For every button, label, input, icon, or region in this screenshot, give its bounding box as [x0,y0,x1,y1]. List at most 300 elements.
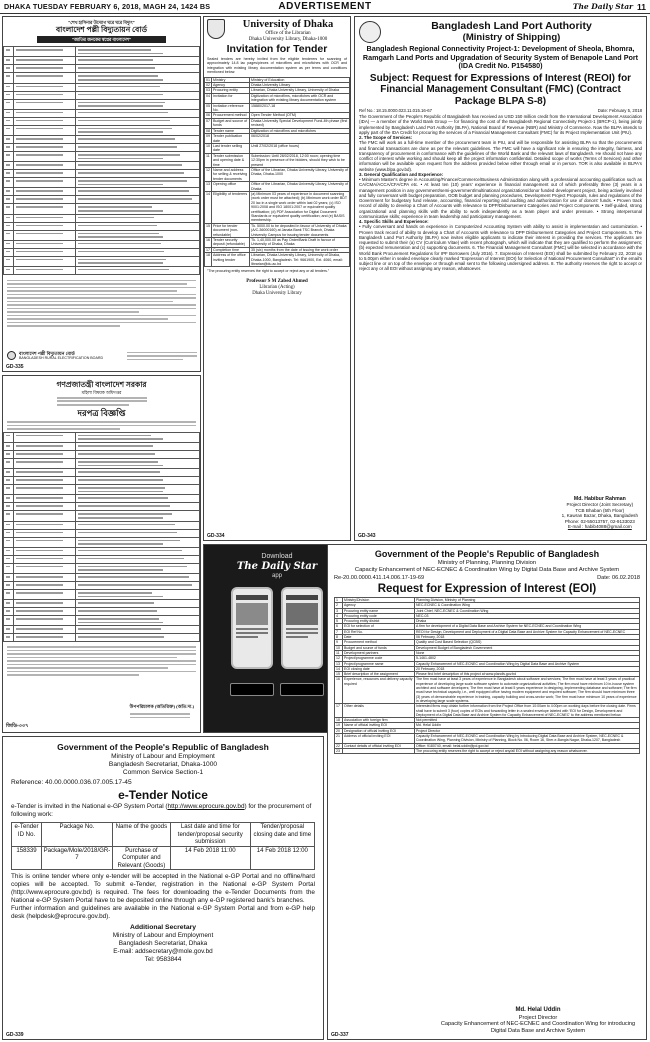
table-cell [4,222,14,230]
table-cell [76,248,200,256]
row-value: 20 February, 2018 [415,666,640,671]
table-cell [14,73,76,83]
row-number: 19 [335,723,343,728]
table-cell [76,521,200,529]
table-cell [4,477,14,485]
row-number: 22 [335,743,343,748]
row-label: EOI closing date [343,666,415,671]
row-number: 15 [205,223,212,237]
blpa-sign-name: Md. Habibur Rahman [573,495,626,502]
table-row [4,99,200,109]
table-cell [14,125,76,135]
table-row [4,178,200,188]
table-cell [4,256,14,266]
ds-sub: app [271,573,282,579]
blpa-sign-phone: Phone: 02-55013757, 02-9133023 [564,518,635,524]
row-label: Project/programme code [343,656,415,661]
table-row [205,253,350,267]
header-dateline: DHAKA TUESDAY FEBRUARY 6, 2018, MAGH 24, 1424 BS [4,2,211,11]
row-number: 10 [335,645,343,650]
blpa-sign-email[interactable]: E-mail : habib4088@gmail.com [567,524,632,530]
table-cell [4,162,14,170]
table-row [4,222,200,230]
row-value: Not permitted [415,718,640,723]
du-address: Dhaka University Library, Dhaka-1000 [248,37,328,42]
table-cell [14,503,76,511]
table-row [4,459,200,469]
table-row [205,118,350,128]
row-label: Eligibility of tenderers [212,191,250,223]
table-row [4,555,200,563]
row-value: 35 (six) months from the date of issuing the work order [250,247,350,252]
row-number: 07 [205,118,212,128]
row-label: Experience, resources and delivery capacity required [343,677,415,704]
du-signature [204,279,350,297]
row-number: 9 [335,640,343,645]
table-row [4,196,200,204]
table-row [4,266,200,274]
blpa-subject: Subject: Request for Expressions of Interest (REOI) for Financial Management Consultant (FMC) (Contract Package BLPA S-8) [369,72,632,107]
blpa-h3: 3. General Qualification and Experience: [359,171,444,177]
row-number: 7 [335,629,343,634]
table-row [205,88,350,93]
lab-body [3,872,323,922]
table-row [4,529,200,537]
row-number: 11 [335,650,343,655]
table-cell [14,47,76,57]
row-value: Tk. 5000.00 to be deposited in favour of University of Dhaka (A/C-36000160) at Janata Bank TSC Branch, Dhaka University Campus for issuing tender documents [250,223,350,237]
table-cell [14,600,76,608]
dhaka-university-crest-icon [207,19,225,39]
table-cell [4,214,14,222]
table-cell: 14 Feb 2018 11:00 [170,846,250,870]
row-value: Please find brief description of this project at www.plandiv.gov.bd [415,672,640,677]
table-cell [4,616,14,626]
ad-land-port-authority [354,16,647,541]
table-cell [14,204,76,214]
blpa-h2: 2. The Scope of Services: [359,135,413,141]
table-cell [14,616,76,626]
table-row [205,93,350,103]
table-cell [4,47,14,57]
row-number: 21 [335,734,343,744]
table-cell [14,634,76,642]
header-brand: The Daily Star [572,2,633,11]
table-cell [76,266,200,274]
table-cell [76,109,200,117]
lab-body-1: This is online tender where only e-tender will be accepted in the National e-GP Portal and no offline/hard copies will be accepted. To submit e-Tender, registration in the National e-GP System Portal (http://www.eprocure.gov.bd) is required. The fees for downloading the e-Tender Documents from the National e-GP System Portal have to be deposited online through any e-GP registered bank's branches. [11,873,315,905]
table-cell [4,109,14,117]
table-cell [76,196,200,204]
row-value: Md. Helal Uddin [415,723,640,728]
row-label: Date [343,635,415,640]
row-number: 23 [335,748,343,753]
table-cell [76,459,200,469]
row-value: The firm must have at least 3 years of experience in Bangladesh about software and services; The firm must have at least 3 years of practical experience of developing large scale software system to automate organizational activities; The firm must have minimum 10 in-house system architect and software developers; The firm must have at least 5 years experience in designing, implementing database and software; The firm must have technical capacity, i.e., well equipped office having modern equipment and required software; The firm should have minimum three (3) years of demonstrable experience in training, capacity building and cross-sector work; The firm must have minimum 10 years of experience in developing large scale systems. [415,677,640,704]
row-value: NEC-03 [415,613,640,618]
row-value: Office of the Librarian, Dhaka University Library, University of Dhaka, Dhaka-1000 [250,167,350,181]
ds-download-label: Download [261,553,293,560]
ad-reb-notice [2,16,201,372]
google-play-badge-icon[interactable] [280,683,324,696]
row-label: Other details [343,704,415,718]
row-number: 11 [205,153,212,167]
table-row [4,485,200,495]
lab-reference: Reference: 40.00.0000.036.07.005.17-45 [11,779,132,787]
lab-intro-b: ) for the procurement of following work: [11,803,312,819]
row-label: Tender submission and opening date & time [212,153,250,167]
row-number: 1 [335,598,343,603]
table-row [4,443,200,451]
row-label: Tender publication date [212,134,250,144]
row-number: 10 [205,143,212,153]
row-number: 5 [335,619,343,624]
table-cell [76,99,200,109]
table-header-cell: Tender/proposal closing date and time [250,823,314,847]
table-cell [4,503,14,511]
table-cell [4,495,14,503]
table-row [205,167,350,181]
du-sign-role: Librarian (Acting) [259,284,295,290]
row-label: Opening office [212,182,250,192]
row-number: 08 [206,128,210,133]
row-number: 14 [335,666,343,671]
table-cell [76,143,200,151]
table-cell [14,511,76,521]
lab-body-2: Further information and guidelines are available in the National e-GP System Portal and from e-GP help desk (helpdesk@eprocure.gov.bd). [11,905,315,921]
reb-footer-org: বাংলাদেশ পল্লী বিদ্যুতায়ন বোর্ড [19,350,75,356]
row-value: NEC-ECNEC & Coordination Wing [415,603,640,608]
blpa-project: Bangladesh Regional Connectivity Project-1: Development of Sheola, Bhomra, Ramgarh Land Ports and Upgradation of Security System of Benapole Land Port (IDA Credit No. P154580) [362,44,639,70]
table-row [4,537,200,547]
ad-women-affairs-tender [2,375,201,733]
row-value: None [415,650,640,655]
reb-slogan: "শেখ হাসিনার উদ্যোগ ঘরে ঘরে বিদ্যুৎ" [68,20,135,25]
table-row [4,91,200,99]
table-row [4,73,200,83]
table-cell [4,57,14,65]
row-label: Ministry [212,77,250,82]
table-cell [14,459,76,469]
row-label: Agency [212,83,250,88]
table-cell [76,616,200,626]
wa-sign-title: উপপরিচালক (অতিরিক্ত) (অতি.দা.) [129,704,194,710]
table-cell [4,188,14,196]
table-row [205,143,350,153]
table-cell [76,451,200,459]
table-row [335,734,640,744]
row-number: 03 [206,88,210,93]
plan-eoi-table [334,597,640,754]
row-label: Completion time [212,247,250,252]
table-row [335,677,640,704]
table-cell [4,555,14,563]
table-cell [76,57,200,65]
table-row [205,153,350,167]
table-cell [4,600,14,608]
table-cell [14,109,76,117]
row-number: 16 [205,238,212,248]
lab-intro-link[interactable]: http://www.eprocure.gov.bd [167,803,245,811]
table-cell [14,170,76,178]
row-number: 02 [206,83,210,88]
table-cell [4,511,14,521]
row-value: 06/02/2018 [250,134,350,144]
table-row [205,238,350,248]
ad-labour-etender [2,736,324,1040]
row-number: 04 [205,93,212,103]
table-cell [14,135,76,143]
table-cell [4,143,14,151]
row-number: 2 [335,603,343,608]
table-cell [76,443,200,451]
row-value: Digitization of microfilms and microfiches [250,128,350,133]
row-value: Dhaka [415,619,640,624]
du-sign-org: Dhaka University Library [252,290,302,296]
lab-gov: Government of the People's Republic of Bangladesh [57,742,269,752]
blpa-para-2: The FMC will work as a full-time member of the procurement team in PIU, and will be responsible for assisting BLPA so that the procurements and financial transactions are done as per the relevant guidelines. The FMC will have a significant role in ensuring the integrity, fairness, and transparency of procurement in conformance with the guidelines of the World Bank and the relevant laws of Bangladesh. He should not have any conflict of interest while working and should keep all the project information confidential. Detailed scope of works (Terms of Services) and other information will be available upon request from the address provided below either through email or in person. TOR is also available in BLPA's website (www.blpa.gov.bd). [359,140,642,172]
lab-sign-min: Ministry of Labour and Employment [112,932,214,940]
table-cell [76,170,200,178]
table-cell [4,485,14,495]
ad-dhaka-university [203,16,351,541]
row-label: Procuring entity district [343,619,415,624]
row-label: Address of official inviting EOI [343,734,415,744]
table-header-cell: Package No. [42,823,113,847]
row-number: 17 [335,704,343,718]
table-cell [76,537,200,547]
table-cell [4,574,14,582]
blpa-para-1: The Government of the People's Republic of Bangladesh has received an USD 150 million credit from the International Development Association (IDA) — a member of the World Bank Group — for financing the cost of the Bangladesh Regional Connectivity Project-1 (BRCP-1), being jointly implemented by Bangladesh Land Port Authority (BLPA), National Board of Revenue (NBR) and Ministry of Commerce. Now the BLPA intends to apply part of the IDA Credit for procuring the services of a Financial Management Consultant (FMC) for its Project Implementation Unit (PIU). [359,114,642,135]
app-store-badge-icon[interactable] [230,683,274,696]
table-row [4,65,200,73]
blpa-h4: 4. Specific Skills and Experience: [359,219,429,225]
table-row [4,477,200,485]
table-row [4,600,200,608]
row-value: 06 February, 2018 [415,635,640,640]
table-row [4,204,200,214]
table-row [4,547,200,555]
table-cell [76,230,200,240]
lab-sign-addr: Bangladesh Secretariat, Dhaka [118,940,208,948]
table-row [4,608,200,616]
plan-ministry: Ministry of Planning, Planning Division [437,560,537,566]
table-cell [14,451,76,459]
row-value: Joint Chief, NEC-ECNEC & Coordination Wing [415,608,640,613]
table-row [4,432,200,442]
table-row [205,134,350,144]
row-value: A firm for development of a Digital Data Base and Archive System for NEC-ECNEC and Coordination Wing [415,624,640,629]
ad-planning-eoi [327,544,647,1040]
table-row [335,704,640,718]
wa-table [3,432,200,643]
plan-project: Capacity Enhancement of NEC-ECNEC & Coordination Wing by Digital Data Base and Archive System [354,567,620,573]
table-cell [14,266,76,274]
row-number: 8 [335,635,343,640]
plan-title: Request for Expression of Interest (EOI) [377,583,597,595]
table-cell [14,529,76,537]
row-number: 13 [205,182,212,192]
row-label [343,748,415,753]
row-label: EOI Ref No. [343,629,415,634]
row-value: Dhaka University Library [250,83,350,88]
table-cell [4,196,14,204]
table-cell [14,521,76,529]
row-label: Budget and source of funds [212,118,250,128]
table-cell [14,188,76,196]
table-cell [4,240,14,248]
row-label: Ministry/Division [343,598,415,603]
row-value: Capacity Enhancement of NEC-ECNEC and Coordination Wing by Introducing Digital Data Base and Archive System, NEC-ECNEC & Coordination Wing, Planning Division, Ministry of Planning, Block No. 06, Room 16, Sher-e-Bangla Nagar, Dhaka-1207, Bangladesh [415,734,640,744]
table-cell [76,117,200,125]
plan-signature [438,1007,638,1035]
row-label: Procuring entity [212,88,250,93]
table-cell [76,626,200,634]
reb-subtitle: "জাতির জনকের স্বপ্নের বাংলাদেশ" [37,36,166,43]
row-label: Tender name [212,128,250,133]
table-cell [76,178,200,188]
plan-sign-proj: Capacity Enhancement of NEC-ECNEC and Coordination Wing for introducing Digital Data Base and Archive System [440,1021,636,1035]
row-label: Tender security deposit (refundable) [212,238,250,248]
row-number: 05 [205,103,212,113]
table-cell [76,432,200,442]
row-value: Quality and Cost Based Selection (QCBS) [415,640,640,645]
table-cell [4,563,14,573]
table-cell [4,432,14,442]
table-row [4,47,200,57]
reb-footer-en: BANGLADESH RURAL ELECTRIFICATION BOARD [19,356,104,361]
lab-intro-a: e-Tender is invited in the National e-GP System Portal ( [11,803,168,811]
row-label: Association with foreign firm [343,718,415,723]
du-heading: Invitation for Tender [226,43,328,55]
table-cell [14,626,76,634]
table-cell [4,582,14,590]
table-cell [76,634,200,642]
table-cell [4,91,14,99]
lab-tender-table [11,822,315,870]
table-cell: 14 Feb 2018 12:00 [250,846,314,870]
table-row [335,748,640,753]
row-number: 13 [335,661,343,666]
lab-address: Bangladesh Secretariat, Dhaka-1000 [108,760,218,768]
lab-title: e-Tender Notice [118,788,208,803]
table-cell [14,469,76,477]
row-label: Brief description of the assignment [343,672,415,677]
table-cell [76,204,200,214]
table-cell: Purchase of Computer and Relevant (Goods) [112,846,170,870]
table-cell [4,248,14,256]
table-cell [76,188,200,196]
wa-gov-title: গণপ্রজাতন্ত্রী বাংলাদেশ সরকার [56,380,147,389]
row-label: Procurement method [212,113,250,118]
du-gd-number: GD-334 [207,533,225,539]
table-cell [4,469,14,477]
table-cell [76,125,200,135]
table-cell [14,537,76,547]
row-value: Digitization of microfilms, microfiches with OCR and integration with existing library documentation system [250,93,350,103]
row-value: The procuring entity reserves the right to accept or reject any/all EOI without assigning any reason whatsoever. [415,748,640,753]
table-cell [4,65,14,73]
du-office: Office of the Librarian [265,31,311,36]
table-row [4,162,200,170]
table-cell [76,91,200,99]
phone-mockup-left-icon [231,587,273,669]
table-cell [76,47,200,57]
lab-ministry: Ministry of Labour and Employment [111,752,215,760]
row-label: Name and address for selling & receiving tender documents [212,167,250,181]
table-cell [76,590,200,600]
lab-sign-tel: Tel: 9583844 [144,955,182,963]
row-value: Submission: Until 28/02/2018, 12:00 noon; opening time 12:30pm in presence of the bidders, should they wish to be present [250,153,350,167]
plan-gd-number: GD-337 [331,1032,349,1038]
blpa-org: Bangladesh Land Port Authority [431,20,592,32]
table-cell [14,443,76,451]
table-cell [4,626,14,634]
table-row [205,223,350,237]
table-row [4,109,200,117]
table-cell [14,151,76,161]
table-cell [4,117,14,125]
lab-signature [3,924,323,963]
table-row [4,495,200,503]
blpa-sign-role: Project Director (Joint Secretary) [566,502,634,508]
row-number: 18 [205,253,212,267]
phone-mockup-right-icon [281,587,323,669]
table-cell [14,432,76,442]
header-section-title: ADVERTISEMENT [278,1,372,12]
table-cell [14,495,76,503]
table-cell [4,529,14,537]
row-number: 12 [205,167,212,181]
blpa-sign-org: TCB Bhaban (5th Floor) [575,507,625,513]
table-cell [4,170,14,178]
lab-sign-email[interactable]: E-mail: addsecretary@mole.gov.bd [113,947,213,955]
row-label: Price for tender document (non-refundable) [212,223,250,237]
table-cell [14,178,76,188]
du-title: University of Dhaka [242,19,334,30]
row-label: Contact details of official inviting EOI [343,743,415,748]
plan-sign-name: Md. Helal Uddin [515,1007,561,1014]
table-row [205,103,350,113]
table-cell [4,178,14,188]
table-row [4,616,200,626]
table-cell [4,634,14,642]
row-label: Project/programme name [343,661,415,666]
row-value: 15880/2017-18 [250,103,350,113]
table-cell [14,117,76,125]
table-header-cell: Last date and time for tender/proposal security submission [170,823,250,847]
table-cell [76,83,200,91]
table-cell [14,477,76,485]
row-number: 17 [206,247,210,252]
lab-section: Common Service Section-1 [122,768,204,776]
table-row [4,451,200,459]
row-number: 3 [335,608,343,613]
table-row [4,574,200,582]
row-number: 09 [205,134,212,144]
table-row [4,188,200,196]
table-row [4,57,200,65]
row-label: Invitation reference No. [212,103,250,113]
row-number: 18 [335,718,343,723]
table-row [4,626,200,634]
row-label: Designation of official inviting EOI [343,728,415,733]
row-value: Capacity Enhancement of NEC-ECNEC and Coordination Wing by Digital Data Base and Archive System [415,661,640,666]
table-cell [76,469,200,477]
reb-logo-icon [7,351,16,360]
table-cell [14,582,76,590]
blpa-logo-icon [359,21,381,43]
